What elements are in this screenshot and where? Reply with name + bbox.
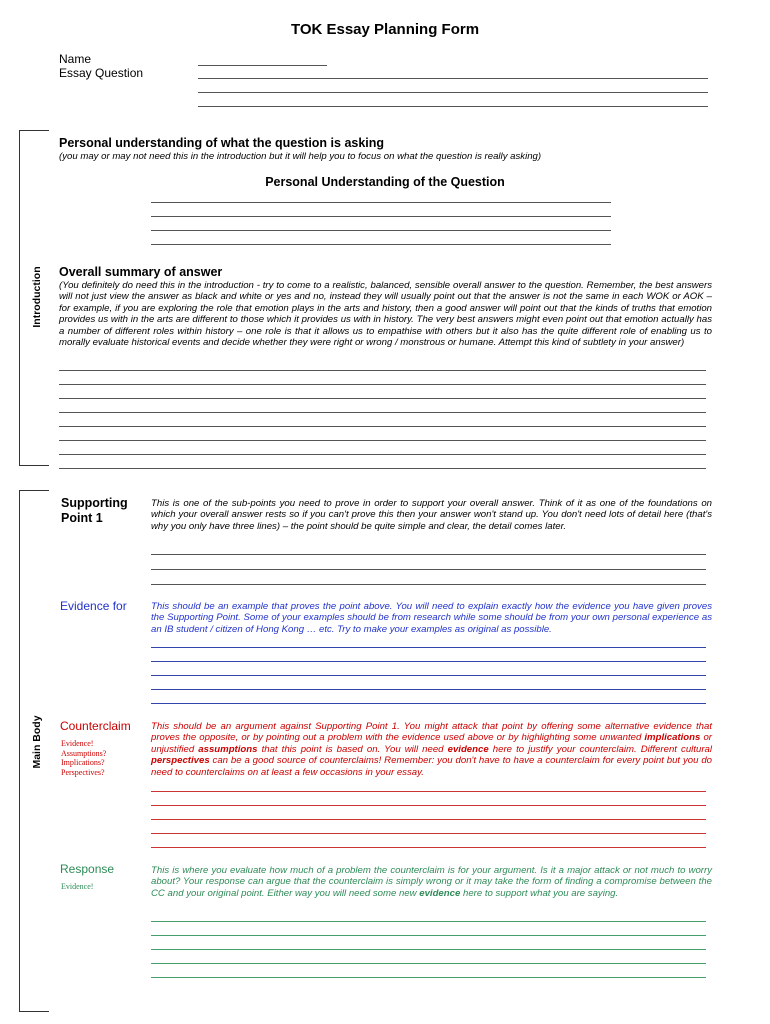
response-line[interactable] <box>151 977 706 978</box>
pu-line[interactable] <box>151 244 611 245</box>
summary-line[interactable] <box>59 370 706 371</box>
counterclaim-line[interactable] <box>151 819 706 820</box>
supporting-point-line[interactable] <box>151 554 706 555</box>
summary-line[interactable] <box>59 468 706 469</box>
personal-understanding-subheading: Personal Understanding of the Question <box>265 175 505 189</box>
response-line[interactable] <box>151 949 706 950</box>
essay-question-field-line[interactable] <box>198 78 708 79</box>
supporting-point-label: Supporting Point 1 <box>61 496 128 525</box>
overall-summary-note: (You definitely do need this in the introduction - try to come to a realistic, balanced, sensible overall answer to the question. Remember, the best answers will not just view the answer as black and white or yes and no, instead they will usually point out that the answer is not the same in each WOK or AOK – for example, if you are exploring the role that emotion plays in the arts and history, then a good answer will point out that the kinds of truths that emotion provides us with in the arts are different to those which it provides us with in history. The very best answers might even point out that emotion actually has a number of different roles within history – one role is that it allows us to empathise with others but it also has the quite different role of enabling us to morally evaluate historical events and decide whether they were right or wrong / monstrous or humane. Attempt this kind of subtlety in your answer) <box>59 280 712 349</box>
pu-line[interactable] <box>151 202 611 203</box>
evidence-for-note: This should be an example that proves the point above. You will need to explain exactly how the evidence you have given proves the Supporting Point. Some of your examples should be from research while some should be from your own personal experience as an IB student / citizen of Hong Kong … etc. Try to make your examples as original as possible. <box>151 601 712 635</box>
counterclaim-prompt: Implications? <box>61 758 105 768</box>
supporting-point-note: This is one of the sub-points you need to prove in order to support your overall answer. Think of it as one of the foundations on which your overall answer rests so if you can't prove this then your answer won't stand up. You don't need lots of detail here (that's why you only have three lines) – the point should be quite simple and clear, the detail comes later. <box>151 498 712 532</box>
evidence-line[interactable] <box>151 661 706 662</box>
counterclaim-prompt: Assumptions? <box>61 748 107 758</box>
response-line[interactable] <box>151 963 706 964</box>
response-line[interactable] <box>151 921 706 922</box>
personal-understanding-note: (you may or may not need this in the introduction but it will help you to focus on what the question is really asking) <box>59 151 542 162</box>
response-line[interactable] <box>151 935 706 936</box>
main-body-side-label: Main Body <box>31 715 43 769</box>
page-title: TOK Essay Planning Form <box>290 21 480 38</box>
counterclaim-line[interactable] <box>151 805 706 806</box>
overall-summary-heading: Overall summary of answer <box>59 265 223 279</box>
essay-question-field-line[interactable] <box>198 92 708 93</box>
summary-line[interactable] <box>59 440 706 441</box>
name-field[interactable] <box>198 65 327 66</box>
name-label: Name <box>59 52 92 66</box>
introduction-side-label: Introduction <box>31 266 43 328</box>
evidence-for-label: Evidence for <box>60 599 127 613</box>
counterclaim-line[interactable] <box>151 847 706 848</box>
personal-understanding-heading: Personal understanding of what the question is asking <box>59 136 385 150</box>
counterclaim-prompts <box>61 739 106 777</box>
evidence-line[interactable] <box>151 703 706 704</box>
essay-question-label: Essay Question <box>59 66 144 80</box>
counterclaim-line[interactable] <box>151 791 706 792</box>
supporting-point-line[interactable] <box>151 569 706 570</box>
summary-line[interactable] <box>59 384 706 385</box>
summary-line[interactable] <box>59 398 706 399</box>
response-prompt: Evidence! <box>61 882 94 891</box>
response-note: This is where you evaluate how much of a problem the counterclaim is for your argument. Is it a major attack or not much to worry about? Your response can argue that the counterclaim is simply wrong or it may take the form of finding a compromise between the CC and your original point. Either way you will need some new evidence here to support what you are saying. <box>151 865 712 899</box>
counterclaim-prompt: Perspectives? <box>61 767 105 777</box>
summary-line[interactable] <box>59 454 706 455</box>
pu-line[interactable] <box>151 230 611 231</box>
essay-question-field-line[interactable] <box>198 106 708 107</box>
summary-line[interactable] <box>59 426 706 427</box>
summary-line[interactable] <box>59 412 706 413</box>
evidence-line[interactable] <box>151 689 706 690</box>
response-label: Response <box>60 862 115 876</box>
counterclaim-label: Counterclaim <box>60 719 131 733</box>
counterclaim-note: This should be an argument against Supporting Point 1. You might attack that point by offering some alternative evidence that proves the opposite, or by pointing out a problem with the evidence used above or by highlighting some unwanted implications or unjustified assumptions that this point is based on. You will need evidence here to justify your counterclaim. Different cultural perspectives can be a good source of counterclaims! Remember: you don't have to have a counterclaim for every point but you do need to counterclaims on at least a few occasions in your essay. <box>151 721 712 778</box>
supporting-point-line[interactable] <box>151 584 706 585</box>
pu-line[interactable] <box>151 216 611 217</box>
counterclaim-prompt: Evidence! <box>61 739 94 748</box>
evidence-line[interactable] <box>151 647 706 648</box>
counterclaim-line[interactable] <box>151 833 706 834</box>
evidence-line[interactable] <box>151 675 706 676</box>
